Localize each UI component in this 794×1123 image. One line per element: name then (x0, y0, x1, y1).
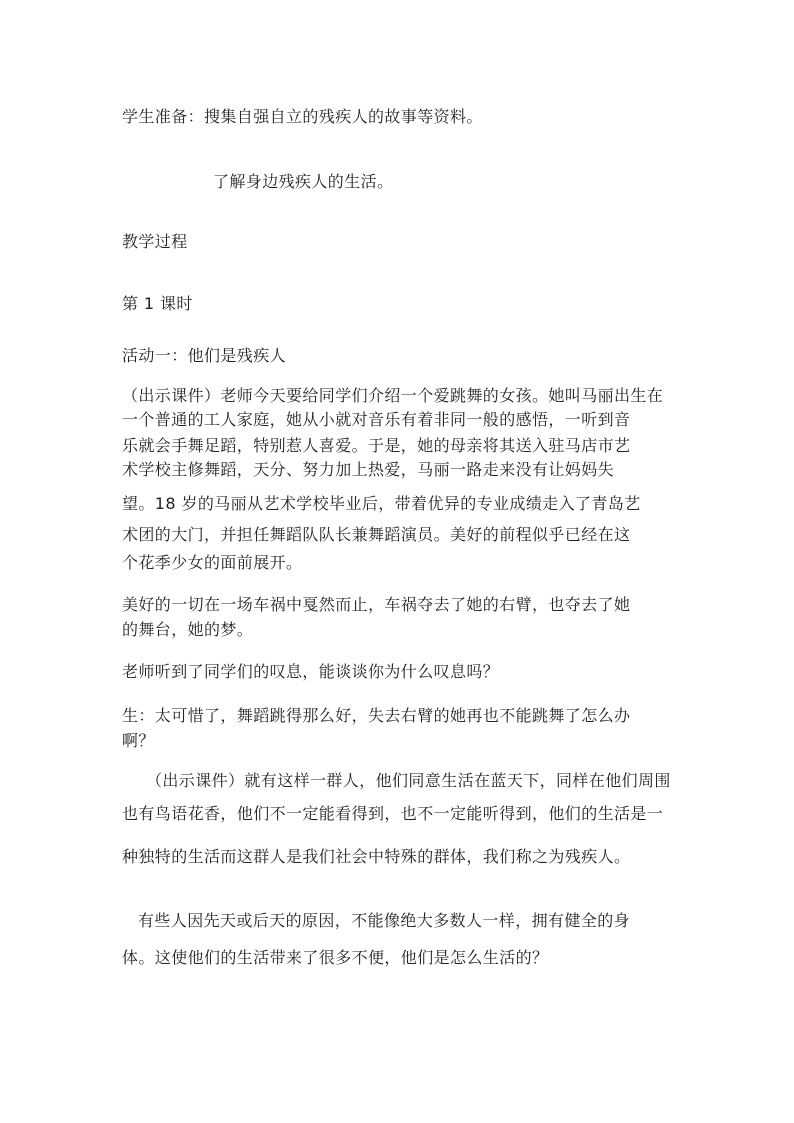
story-line: 个花季少女的面前展开。 (122, 553, 303, 572)
section-title: 教学过程 (122, 232, 188, 251)
story-line: 望。18 岁的马丽从艺术学校毕业后，带着优异的专业成绩走入了青岛艺 (122, 494, 641, 513)
accident-line: 的舞台，她的梦。 (122, 620, 254, 639)
group-line: 也有鸟语花香，他们不一定能看得到，也不一定能听得到，他们的生活是一 (122, 804, 664, 823)
activity-title: 活动一：他们是残疾人 (122, 346, 287, 365)
student-answer-line: 生：太可惜了，舞蹈跳得那么好，失去右臂的她再也不能跳舞了怎么办 (122, 706, 631, 725)
life-preparation: 了解身边残疾人的生活。 (213, 172, 394, 191)
group-line: 种独特的生活而这群人是我们社会中特殊的群体，我们称之为残疾人。 (122, 847, 631, 866)
accident-line: 美好的一切在一场车祸中戛然而止，车祸夺去了她的右臂，也夺去了她 (122, 595, 631, 614)
story-line: 术学校主修舞蹈，天分、努力加上热爱，马丽一路走来没有让妈妈失 (122, 460, 615, 479)
story-line: 术团的大门，并担任舞蹈队队长兼舞蹈演员。美好的前程似乎已经在这 (122, 525, 631, 544)
group-line: （出示课件）就有这样一群人，他们同意生活在蓝天下，同样在他们周围 (146, 771, 671, 790)
teacher-question: 老师听到了同学们的叹息，能谈谈你为什么叹息吗？ (122, 662, 500, 681)
student-preparation: 学生准备：搜集自强自立的残疾人的故事等资料。 (122, 107, 483, 126)
cause-line: 体。这使他们的生活带来了很多不便，他们是怎么生活的？ (122, 948, 549, 967)
lesson-title: 第 1 课时 (122, 294, 193, 313)
story-line: 乐就会手舞足蹈，特别惹人喜爱。于是，她的母亲将其送入驻马店市艺 (122, 436, 631, 455)
story-line: （出示课件）老师今天要给同学们介绍一个爱跳舞的女孩。她叫马丽出生在 (122, 386, 664, 405)
student-answer-line: 啊？ (122, 731, 155, 750)
cause-line: 有些人因先天或后天的原因，不能像绝大多数人一样，拥有健全的身 (138, 911, 631, 930)
story-line: 一个普通的工人家庭，她从小就对音乐有着非同一般的感悟，一听到音 (122, 410, 631, 429)
